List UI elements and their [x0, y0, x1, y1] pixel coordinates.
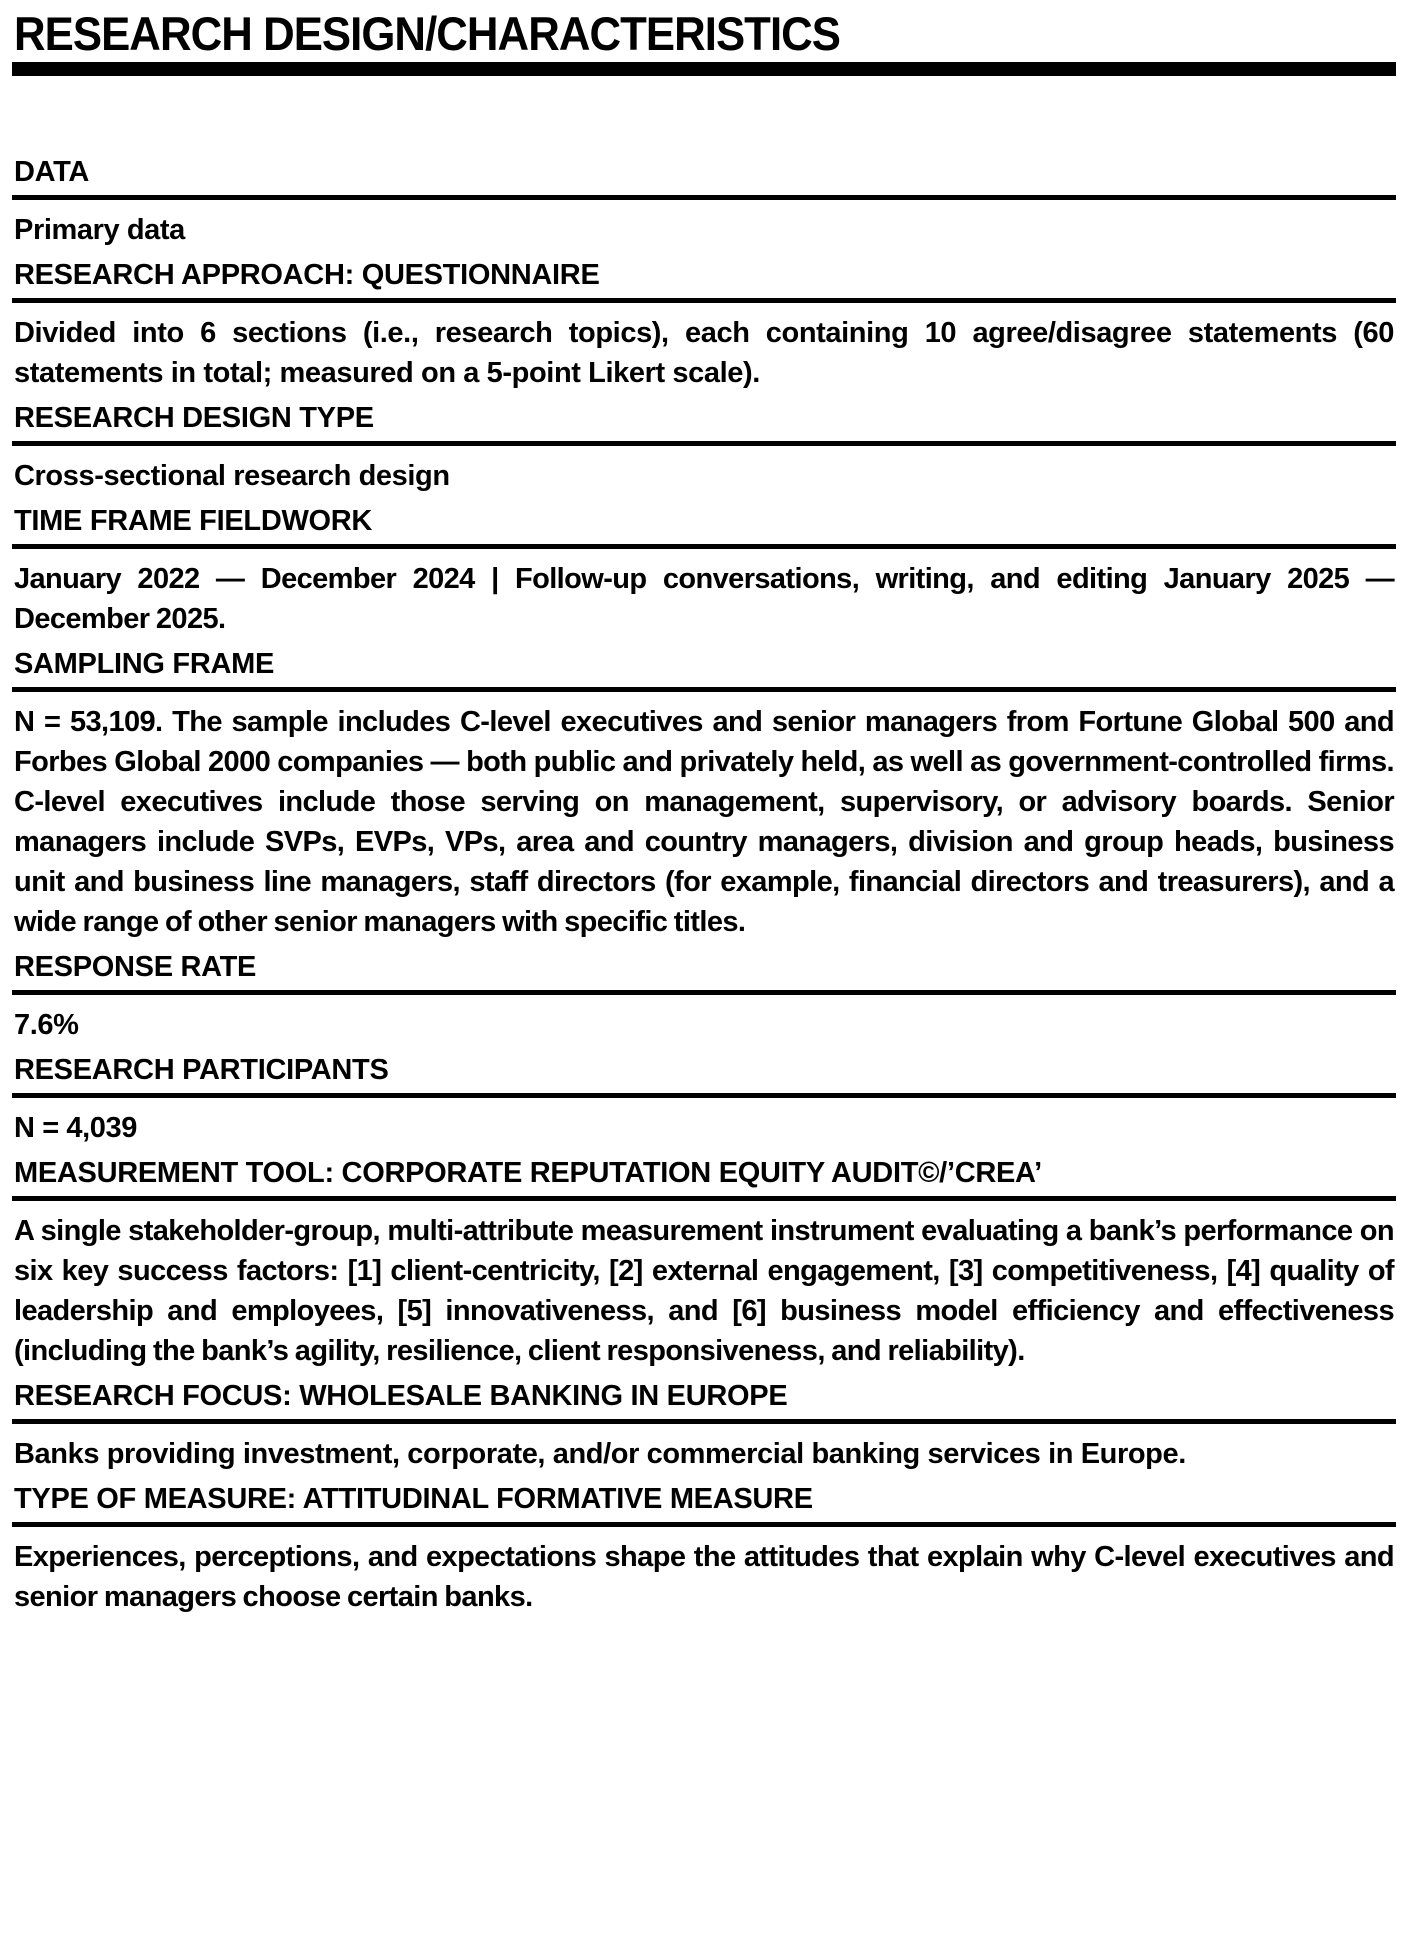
section-divider: [12, 441, 1396, 446]
title-divider: [12, 62, 1396, 76]
section-body: Divided into 6 sections (i.e., research topics), each containing 10 agree/disagree statements (60 statements in total; measured on a 5-point Likert scale).: [14, 317, 1394, 389]
section-heading: RESPONSE RATE: [14, 951, 257, 983]
section-body: Experiences, perceptions, and expectations shape the attitudes that explain why C-level executives and senior managers choose certain banks.: [14, 1541, 1394, 1613]
section-body: January 2022 — December 2024 | Follow-up conversations, writing, and editing January 2025 — December 2025.: [14, 563, 1394, 635]
section-measurement-tool: [12, 1154, 1396, 1371]
section-research-participants: [12, 1051, 1396, 1148]
section-heading: RESEARCH APPROACH: QUESTIONNAIRE: [14, 259, 600, 291]
section-body: Cross-sectional research design: [14, 460, 450, 492]
section-research-focus: [12, 1377, 1396, 1474]
section-body: Banks providing investment, corporate, and/or commercial banking services in Europe.: [14, 1438, 1186, 1470]
section-time-frame-fieldwork: [12, 502, 1396, 639]
section-response-rate: [12, 948, 1396, 1045]
sections-list: [12, 153, 1396, 1623]
section-divider: [12, 1196, 1396, 1201]
section-heading: SAMPLING FRAME: [14, 648, 275, 680]
section-body: A single stakeholder-group, multi-attribute measurement instrument evaluating a bank’s performance on six key success factors: [1] client-centricity, [2] external engagement, [3] competitiveness, [4] quality of leadership and employees, [5] innovativeness, and [6] business model efficiency and effectiveness (including the bank’s agility, resilience, client responsiveness, and reliability).: [14, 1215, 1394, 1367]
section-divider: [12, 1419, 1396, 1424]
section-data: [12, 153, 1396, 250]
section-heading: MEASUREMENT TOOL: CORPORATE REPUTATION EQUITY AUDIT©/’CREA’: [14, 1157, 1042, 1189]
section-divider: [12, 298, 1396, 303]
section-divider: [12, 195, 1396, 200]
section-divider: [12, 544, 1396, 549]
section-heading: RESEARCH DESIGN TYPE: [14, 402, 374, 434]
section-heading: TIME FRAME FIELDWORK: [14, 505, 373, 537]
section-sampling-frame: [12, 645, 1396, 942]
page-title: RESEARCH DESIGN/CHARACTERISTICS: [14, 7, 841, 60]
section-type-of-measure: [12, 1480, 1396, 1617]
section-divider: [12, 990, 1396, 995]
section-heading: DATA: [14, 156, 90, 188]
section-body: Primary data: [14, 214, 185, 246]
section-divider: [12, 1522, 1396, 1527]
section-heading: RESEARCH PARTICIPANTS: [14, 1054, 389, 1086]
section-research-design-type: [12, 399, 1396, 496]
section-body: 7.6%: [14, 1009, 79, 1041]
section-research-approach: [12, 256, 1396, 393]
section-body: N = 53,109. The sample includes C-level executives and senior managers from Fortune Global 500 and Forbes Global 2000 companies — both public and privately held, as well as government-controlled firms. C-level executives include those serving on management, supervisory, or advisory boards. Senior managers include SVPs, EVPs, VPs, area and country managers, division and group heads, business unit and business line managers, staff directors (for example, financial directors and treasurers), and a wide range of other senior managers with specific titles.: [14, 706, 1394, 938]
section-body: N = 4,039: [14, 1112, 137, 1144]
section-divider: [12, 1093, 1396, 1098]
section-heading: TYPE OF MEASURE: ATTITUDINAL FORMATIVE MEASURE: [14, 1483, 813, 1515]
section-heading: RESEARCH FOCUS: WHOLESALE BANKING IN EUROPE: [14, 1380, 788, 1412]
section-divider: [12, 687, 1396, 692]
